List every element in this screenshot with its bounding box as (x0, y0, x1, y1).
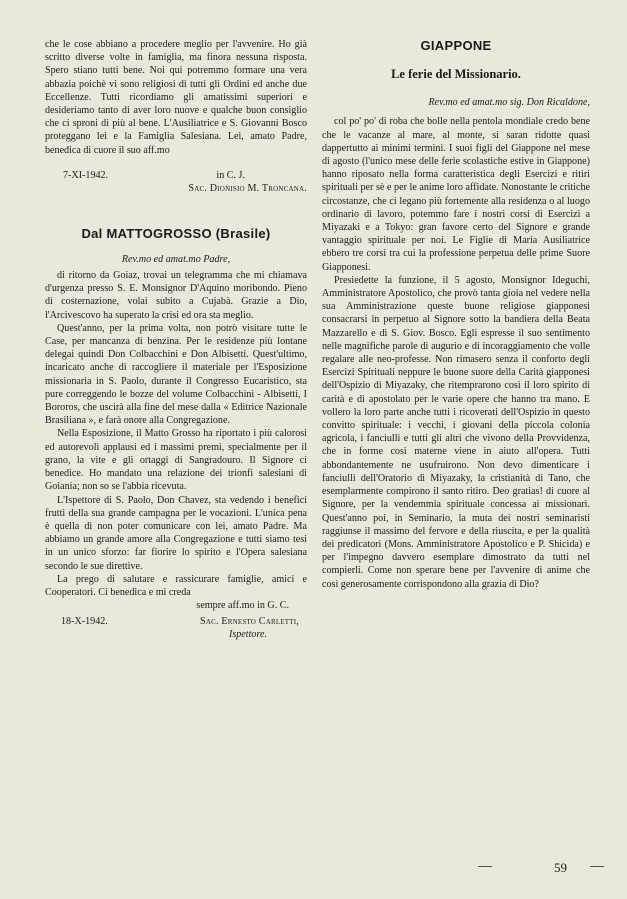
paragraph: col po' po' di roba che bolle nella pentola mondiale credo bene che le vacanze al mare, al monte, si saran ridotte quasi dappertutto ai minimi termini. I suoi figli del Giappone nel mese di agosto (l'unico mese delle ferie scolastiche estive in Giappone) hanno riposato nella forma caratteristica degli Esercizi e ritiri spirituali per sè e per le anime loro affidate. Nonostante le critiche circostanze, che ci legano più fortemente alla residenza o al luogo ordinario di lavoro, potemmo fare i nostri corsi di Esercizi a Miyazaki e a Tokyo: gran favore certo del Signore e grande vantaggio spirituale per noi. Le Figlie di Maria Ausiliatrice ebbero tre corsi tra cui la professione perpetua delle prime Suore Giapponesi. (322, 116, 590, 273)
paragraph: Nella Esposizione, il Matto Grosso ha riportato i più calorosi ed autorevoli applausi ed i massimi premi, specialmente per il grano, la vite e gli ortaggi di Sangradouro. Il Signore ci benedice. Ho mandato una relazione dei trionfi salesiani di Goiania; non so se l'abbia ricevuta. (45, 428, 307, 493)
article-title: Le ferie del Missionario. (391, 67, 521, 81)
left-column (45, 38, 307, 641)
right-column (322, 38, 590, 591)
closing: sempre aff.mo in G. C. (196, 600, 289, 612)
page-number: 59 (554, 860, 567, 875)
dash-right (590, 866, 604, 867)
letter-date: 7-XI-1942. (63, 169, 109, 181)
paragraph: di ritorno da Goiaz, trovai un telegramma che mi chiamava d'urgenza presso S. E. Monsignor D'Aquino moribondo. Pieno di costernazione, volai subito a Cujabà. Grazie a Dio, l'Arcivescovo ha superato la crisi ed ora sta meglio. (45, 270, 307, 321)
signature: Sac. Dionisio M. Troncana. (188, 183, 307, 195)
paragraph: L'Ispettore di S. Paolo, Don Chavez, sta vedendo i benefici frutti della sua grande campagna per le vocazioni. L'unica pena è quella di non poter comunicare con lei, amato Padre. Ma abbiamo un grande amore alla Congregazione e tutti siamo tesi in un unico sforzo: far fiorire lo spirito e l'Opera salesiana secondo le sue direttive. (45, 494, 307, 572)
date-line (45, 169, 307, 182)
in-cj: in C. J. (216, 169, 245, 181)
salutation: Rev.mo ed amat.mo Padre, (121, 253, 231, 265)
intro-paragraph: che le cose abbiano a procedere meglio per l'avvenire. Ho già scritto diverse volte in famiglia, ma finora nessuna risposta. Spero stiano tutti bene. Noi qui potremmo formare una vera abbazia poichè vi sono religiosi di tutti gli Ordini ed anche due Eccellenze. Tutti ricordiamo gli amatissimi superiori e desideriamo tanto di aver loro nuove e qualche buon consiglio che ci sproni di più al bene. L'Ausiliatrice e S. Giovanni Bosco proteggano lei e la Famiglia Salesiana. Lei, amato Padre, benedica di cuore il suo aff.mo (45, 39, 307, 156)
section-title: Dal MATTOGROSSO (Brasile) (81, 225, 271, 241)
signature-role: Ispettore. (228, 628, 267, 640)
paragraph: Quest'anno, per la prima volta, non potrò visitare tutte le Case, per mancanza di benzina. Per le residenze più lontane delegai quindi Don Colbacchini e Don Albisetti. Quest'ultimo, incaricato anche di raccogliere il materiale per l'Esposizione missionaria in S. Paolo, durante il Congresso Eucaristico, sta pure correggendo le bozze del volume Colbacchini - Albisetti, I Bororos, che uscirà alla fine del mese dalla « Editrice Nazionale Brasiliana », e farà onore alla Congregazione. (45, 322, 307, 427)
paragraph: Presiedette la funzione, il 5 agosto, Monsignor Ideguchi, Amministratore Apostolico, che provò tanta gioia nel vedere nella sua Amministrazione queste buone religiose giapponesi consacrarsi in perpetuo al Signore sotto la bandiera della Beata Mazzarello e di S. Giov. Bosco. Egli espresse il suo sentimento nelle magnifiche parole di augurio e di incoraggiamento che volle regalare alle neo-professe. Non rimasero senza il conforto degli Esercizi Spirituali neppure le buone suore della Carità giapponesi dell'Ospizio di Miyazaky, che ritemprarono così il loro spirito di carità e di apostolato per le varie opere che hanno tra mano. E vollero la loro parte anche tutti i ricoverati dell'Ospizio in questo convitto spirituale: i vecchi, i giovani della piccola colonia agricola, i fanciulli e tutti gli altri che vivono della Provvidenza, che in forme così materne viene in aiuto all'opera. Tutti abbondantemente ne usufruirono. Non devo dimenticare i fanciulli dell'Oratorio di Miyazaky, la cristianità di Tano, che esemplarmente compirono il santo ritiro. Deo gratias! di cuore al Signore, per la vendemmia spirituale concessa ai missionari. Quest'anno poi, in Seminario, la muta dei nostri seminaristi raggiunse il massimo del fervore e della riuscita, e per la qualità dei predicatori (Mons. Amministratore Apostolico e P. Shicida) e per l'impegno davvero esemplare dimostrato da tutti nel compierli. Come non sperare bene per l'avvenire di anime che così generosamente corrispondono alla grazia di Dio? (322, 274, 590, 590)
letter-date: 18-X-1942. (61, 615, 108, 627)
paragraph: La prego di salutare e rassicurare famiglie, amici e Cooperatori. Ci benedica e mi creda (45, 573, 307, 598)
dash-left (478, 866, 492, 867)
signature-line (45, 615, 307, 628)
country-heading: GIAPPONE (420, 38, 492, 53)
signature: Sac. Ernesto Carletti, (200, 615, 299, 627)
salutation: Rev.mo ed amat.mo sig. Don Ricaldone, (428, 97, 590, 108)
